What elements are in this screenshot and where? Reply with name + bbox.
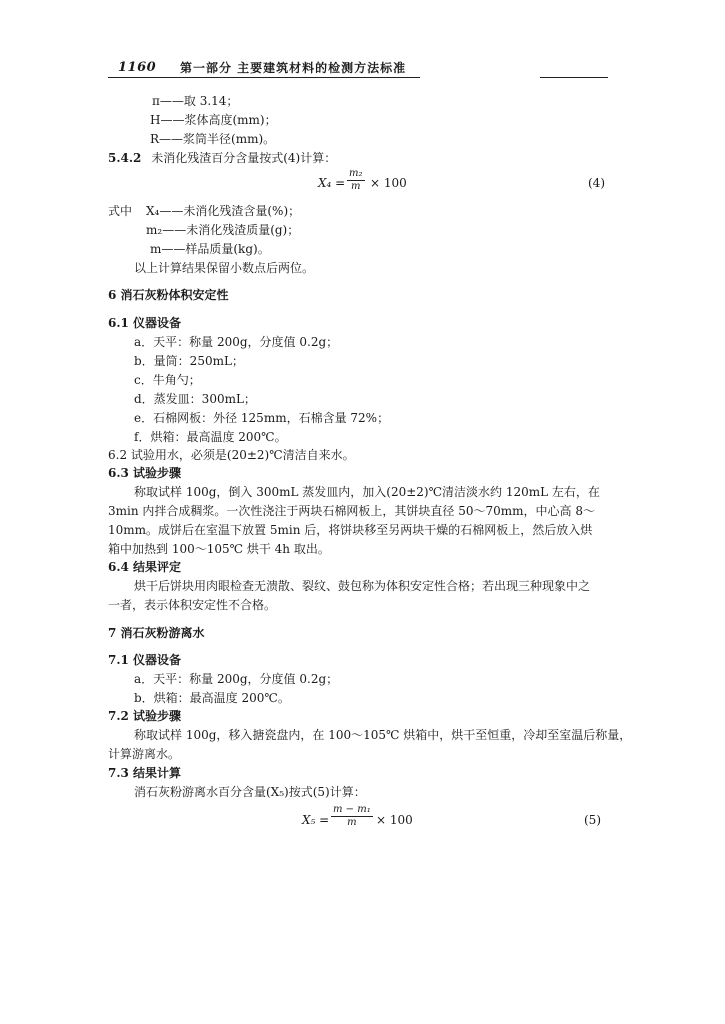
equipment-item: d．蒸发皿：300mL； bbox=[134, 392, 256, 406]
formula-5-denominator: m bbox=[347, 817, 357, 828]
procedure-line: 称取试样 100g，移入搪瓷盘内，在 100～105℃ 烘箱中，烘干至恒重，冷却至室温后称量， bbox=[134, 728, 632, 742]
evaluation-line: 一者，表示体积安定性不合格。 bbox=[108, 598, 277, 612]
symbol-def: π——取 3.14； bbox=[152, 94, 239, 108]
where-item: m——样品质量(kg)。 bbox=[150, 242, 270, 256]
where-item: m₂——未消化残渣质量(g)； bbox=[146, 223, 300, 237]
formula-4-numerator: m₂ bbox=[349, 168, 363, 179]
equipment-item: b．烘箱：最高温度 200℃。 bbox=[134, 691, 290, 705]
procedure-line: 3min 内拌合成稠浆。一次性浇注于两块石棉网板上，其饼块直径 50～70mm，中心高 8～ bbox=[108, 504, 595, 518]
procedure-line: 箱中加热到 100～105℃ 烘干 4h 取出。 bbox=[108, 542, 330, 556]
formula-5-numerator: m − m₁ bbox=[333, 804, 371, 815]
equipment-item: c．牛角勺； bbox=[134, 373, 201, 387]
clause-7-1-heading: 7.1 仪器设备 bbox=[108, 653, 182, 667]
header-rule-right bbox=[540, 77, 608, 78]
clause-5-4-2 bbox=[108, 150, 336, 166]
header-rule-left bbox=[108, 77, 420, 78]
page-number: 1160 bbox=[118, 60, 157, 75]
clause-7-2-heading: 7.2 试验步骤 bbox=[108, 709, 182, 723]
formula-5-rhs: × 100 bbox=[376, 813, 413, 827]
section-6-heading: 6 消石灰粉体积安定性 bbox=[108, 288, 229, 302]
equipment-item: e．石棉网板：外径 125mm，石棉含量 72%； bbox=[134, 411, 390, 425]
clause-6-1-heading: 6.1 仪器设备 bbox=[108, 316, 182, 330]
equipment-item: f．烘箱：最高温度 200℃。 bbox=[134, 430, 287, 444]
formula-5-fraction bbox=[331, 804, 373, 829]
formula-4-denominator: m bbox=[351, 181, 361, 192]
clause-text: 未消化残渣百分含量按式(4)计算： bbox=[151, 151, 337, 165]
where-label: 式中 bbox=[108, 204, 133, 218]
clause-6-4-heading: 6.4 结果评定 bbox=[108, 560, 182, 574]
where-item: X₄——未消化残渣含量(%)； bbox=[146, 204, 301, 218]
procedure-line: 称取试样 100g，倒入 300mL 蒸发皿内，加入(20±2)℃清洁淡水约 120mL 左右，在 bbox=[134, 485, 600, 499]
evaluation-line: 烘干后饼块用肉眼检查无溃散、裂纹、鼓包称为体积安定性合格；若出现三种现象中之 bbox=[134, 579, 591, 593]
formula-4-tag: (4) bbox=[588, 176, 605, 190]
calculation-intro: 消石灰粉游离水百分含量(X₅)按式(5)计算： bbox=[134, 785, 366, 799]
clause-6-2: 6.2 试验用水，必须是(20±2)℃清洁自来水。 bbox=[108, 448, 355, 462]
formula-4-lhs: X₄ = bbox=[318, 176, 346, 190]
running-header-title: 第一部分 主要建筑材料的检测方法标准 bbox=[180, 61, 407, 75]
section-7-heading: 7 消石灰粉游离水 bbox=[108, 626, 205, 640]
formula-5-tag: (5) bbox=[584, 813, 601, 827]
clause-7-3-heading: 7.3 结果计算 bbox=[108, 766, 182, 780]
clause-6-3-heading: 6.3 试验步骤 bbox=[108, 466, 182, 480]
formula-4-rhs: × 100 bbox=[370, 176, 407, 190]
rounding-note: 以上计算结果保留小数点后两位。 bbox=[134, 261, 315, 275]
formula-5-lhs: X₅ = bbox=[302, 813, 330, 827]
procedure-line: 10mm。成饼后在室温下放置 5min 后，将饼块移至另两块干燥的石棉网板上，然后放入烘 bbox=[108, 523, 593, 537]
symbol-def: R——浆筒半径(mm)。 bbox=[150, 132, 276, 146]
symbol-def: H——浆体高度(mm)； bbox=[150, 113, 277, 127]
equipment-item: b．量筒：250mL； bbox=[134, 354, 244, 368]
equipment-item: a．天平：称量 200g，分度值 0.2g； bbox=[134, 335, 339, 349]
clause-number: 5.4.2 bbox=[108, 151, 142, 165]
formula-4-fraction bbox=[347, 168, 365, 193]
equipment-item: a．天平：称量 200g，分度值 0.2g； bbox=[134, 672, 339, 686]
procedure-line: 计算游离水。 bbox=[108, 747, 181, 761]
